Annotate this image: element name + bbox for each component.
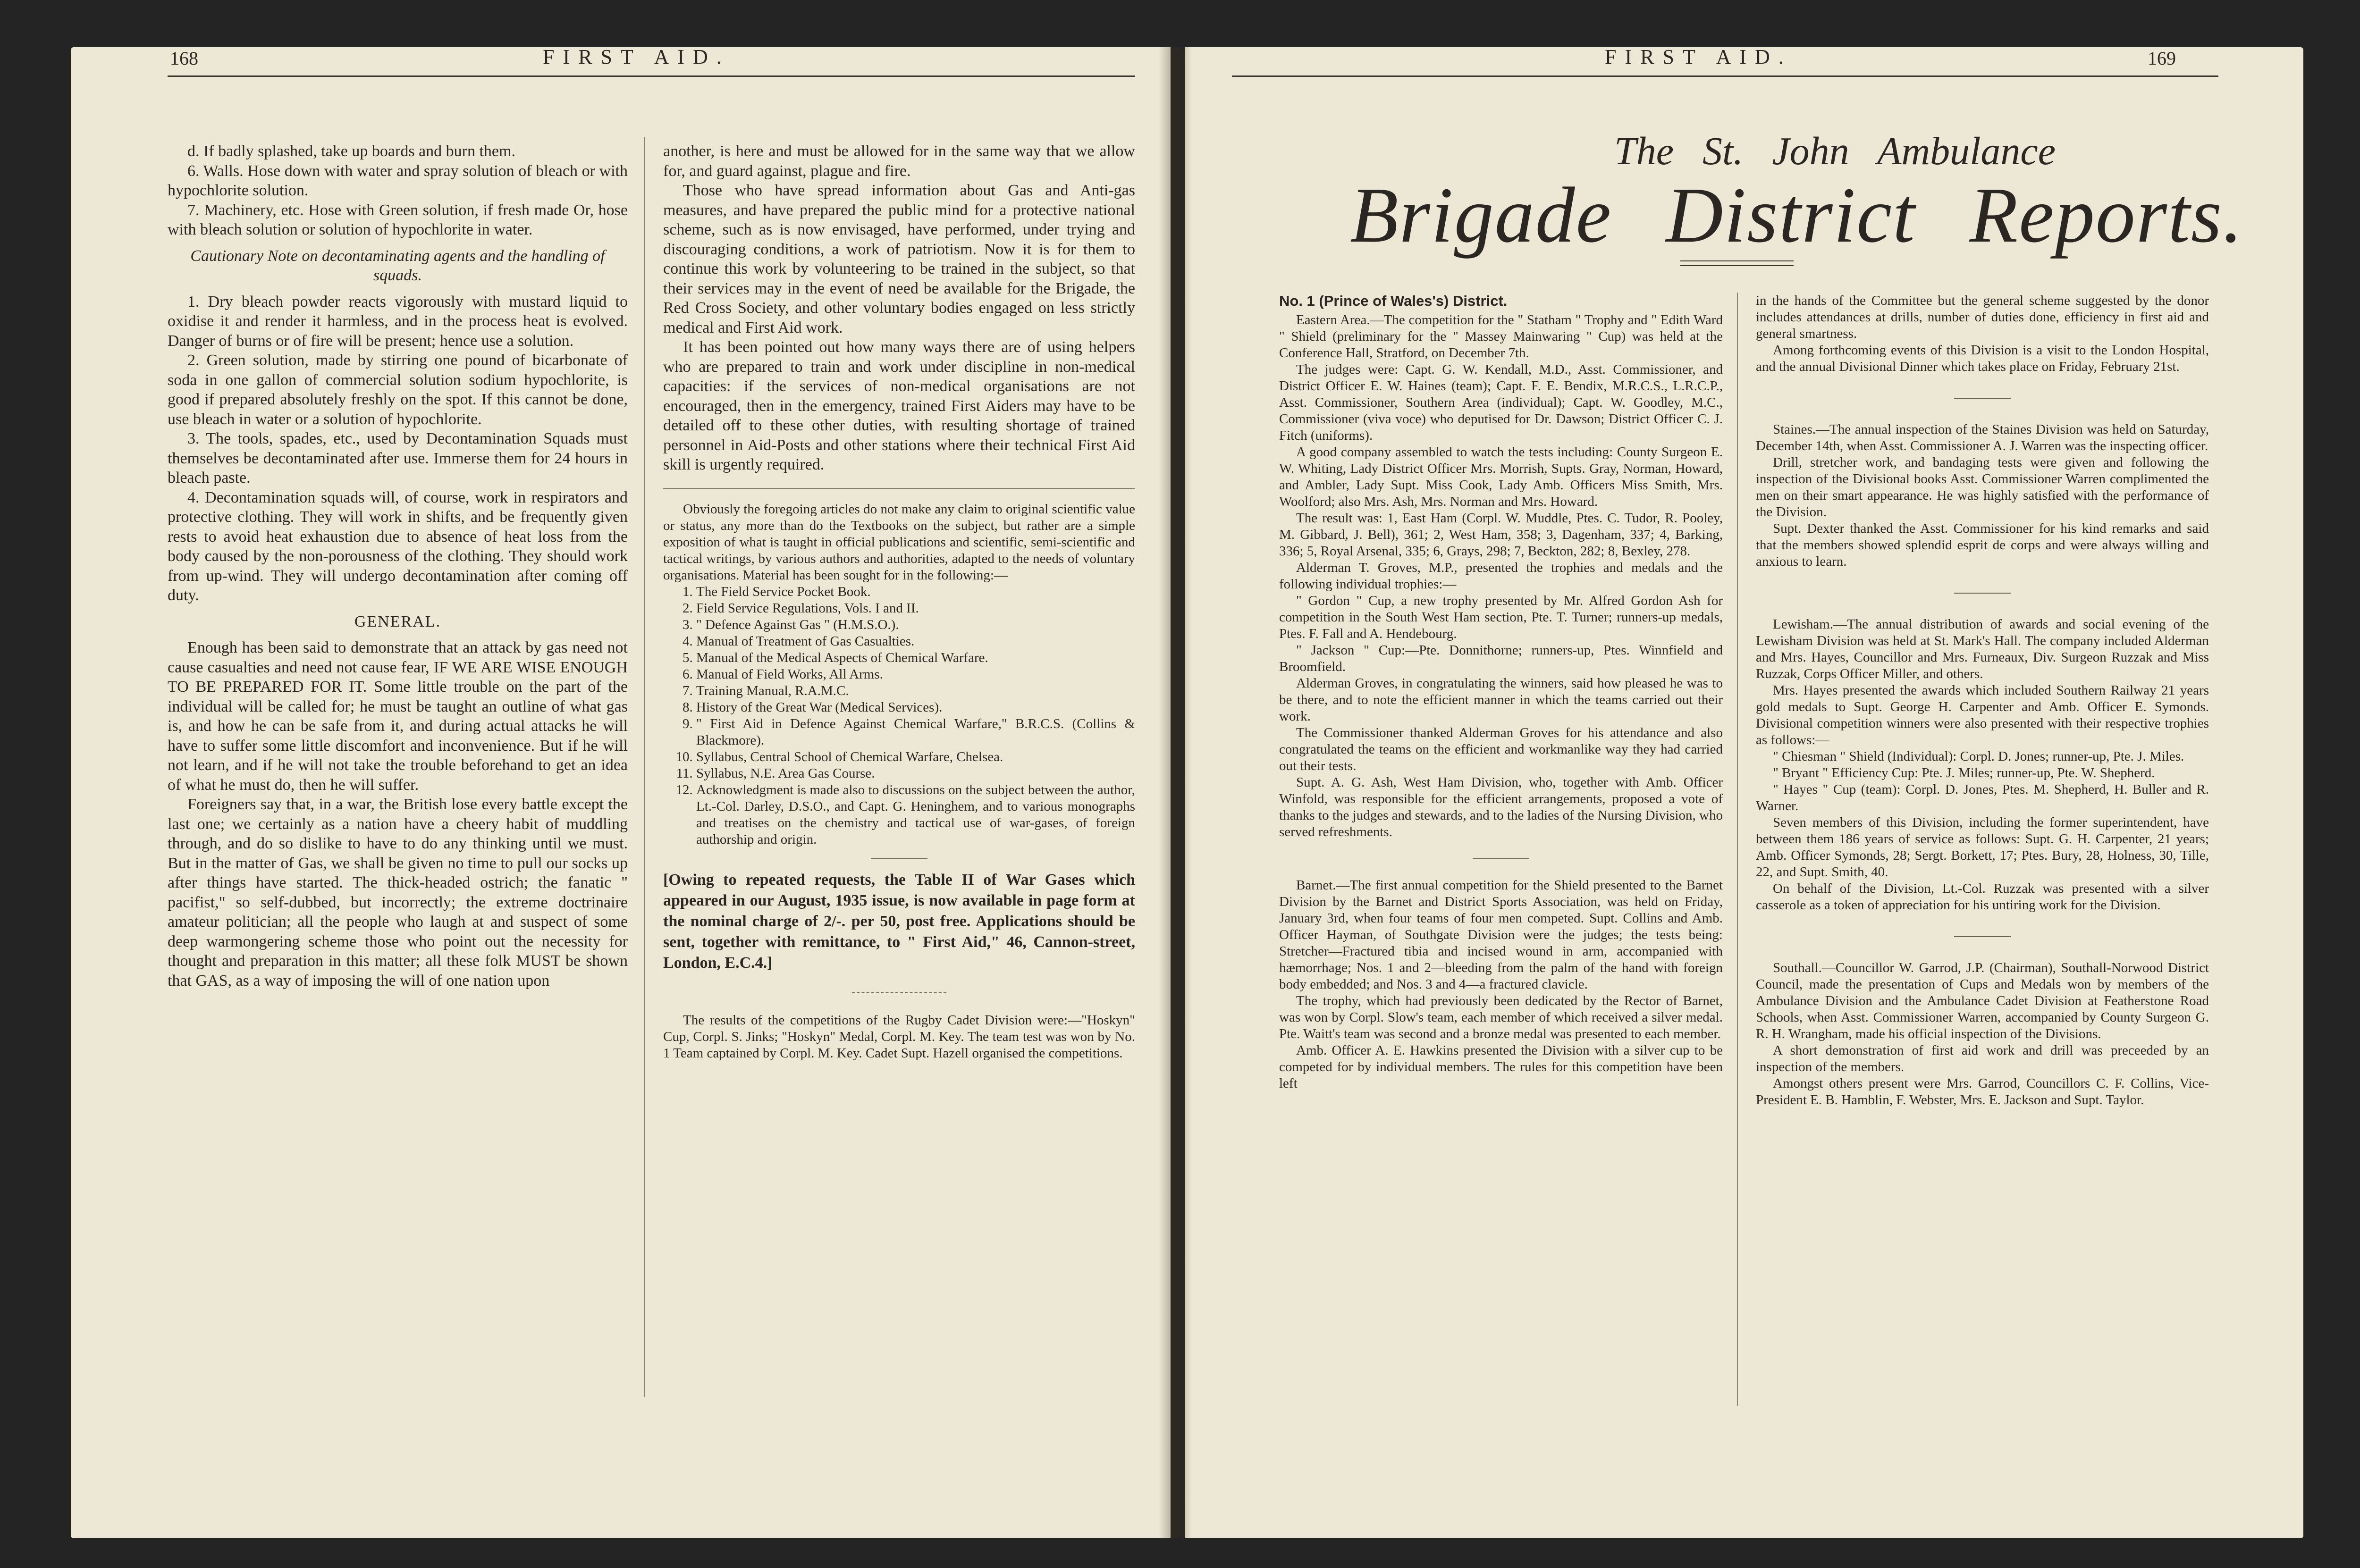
paragraph: Southall.—Councillor W. Garrod, J.P. (Chairman), Southall-Norwood District Council, made the presentation of Cups and Medals won by members of the Ambulance Division and the Ambulance Cadet Division at Featherstone Road Schools, when Asst. Commissioner Warren, accompanied by County Surgeon G. R. H. Wrangham, made his official inspection of the Divisions. <box>1756 960 2209 1041</box>
paragraph: The trophy, which had previously been dedicated by the Rector of Barnet, was won by Corpl. Slow's team, each member of which received a silver medal. Pte. Waitt's team was second and a bronze medal was presented to each member. <box>1279 993 1723 1041</box>
notice: [Owing to repeated requests, the Table II of War Gases which appeared in our August, 1935 issue, is now available in page form at the nominal charge of 2/-. per 50, post free. Applications should be sent, together with remittance, to " First Aid," 46, Cannon-street, London, E.C.4.] <box>663 871 1135 972</box>
divider <box>1954 936 2011 937</box>
paragraph: Supt. A. G. Ash, West Ham Division, who, together with Amb. Officer Winfold, was responsible for the efficient arrangements, proposed a vote of thanks to the judges and stewards, and to the ladies of the Nursing Division, who served refreshments. <box>1279 775 1723 839</box>
right-running-head: FIRST AID. <box>1605 45 1792 68</box>
paragraph: A good company assembled to watch the tests including: County Surgeon E. W. Whiting, Lady District Officer Mrs. Morrish, Supts. Gray, Norman, Howard, and Ambler, Lady Supt. Miss Cook, Lady Amb. Officers Miss Smith, Mrs. Woolford; also Mrs. Ash, Mrs. Norman and Mrs. Howard. <box>1279 444 1723 509</box>
list-item: 9. " First Aid in Defence Against Chemical Warfare," B.R.C.S. (Collins & Blackmore). <box>696 716 1135 749</box>
list-item: 1. The Field Service Pocket Book. <box>696 584 1135 600</box>
list-item: 6. Manual of Field Works, All Arms. <box>696 666 1135 683</box>
list-item: 4. Manual of Treatment of Gas Casualties. <box>696 633 1135 650</box>
divider <box>871 858 927 859</box>
list-item: 11. Syllabus, N.E. Area Gas Course. <box>696 765 1135 782</box>
paragraph: 2. Green solution, made by stirring one pound of bicarbonate of soda in one gallon of commercial solution sodium hypochlorite, is good if prepared absolutely freshly on the spot. If this cannot be done, use bleach in water or a solution of hypochlorite. <box>168 352 628 428</box>
paragraph: in the hands of the Committee but the general scheme suggested by the donor includes attendances at drills, number of duties done, efficiency in first aid and general smartness. <box>1756 293 2209 341</box>
right-page-number: 169 <box>2148 48 2176 69</box>
paragraph: Alderman Groves, in congratulating the winners, said how pleased he was to be there, and to note the efficient manner in which the teams carried out their work. <box>1279 676 1723 724</box>
paragraph: Those who have spread information about Gas and Anti-gas measures, and have prepared the public mind for a protective national scheme, such as is now envisaged, have performed, under trying and discouraging conditions, a work of patriotism. Now it is for them to continue this work by volunteering to be trained in the subject, so that their services may in the event of need be available for the Brigade, the Red Cross Society, and other voluntary bodies engaged on less strictly medical and First Aid work. <box>663 182 1135 336</box>
left-running-head: FIRST AID. <box>543 45 730 68</box>
list-item: 5. Manual of the Medical Aspects of Chemical Warfare. <box>696 650 1135 666</box>
left-header-rule <box>168 75 1135 77</box>
paragraph: On behalf of the Division, Lt.-Col. Ruzzak was presented with a silver casserole as a token of appreciation for his untiring work for the Division. <box>1756 881 2209 913</box>
paragraph: Amb. Officer A. E. Hawkins presented the Division with a silver cup to be competed for by individual members. The rules for this competition have been left <box>1279 1043 1723 1091</box>
paragraph: 4. Decontamination squads will, of course, work in respirators and protective clothing. They will work in shifts, and be frequently given rests to avoid heat exhaustion due to absence of heat loss from the body caused by the non-porousness of the clothing. They should work from up-wind. They will undergo decontamination after coming off duty. <box>168 488 628 604</box>
paragraph: Among forthcoming events of this Division is a visit to the London Hospital, and the annual Divisional Dinner which takes place on Friday, February 21st. <box>1756 343 2209 374</box>
list-item: 8. History of the Great War (Medical Services). <box>696 699 1135 716</box>
divider <box>663 488 1135 489</box>
title-rule <box>1680 260 1794 261</box>
paragraph: " Bryant " Efficiency Cup: Pte. J. Miles; runner-up, Pte. W. Shepherd. <box>1773 765 2155 780</box>
left-column-2 <box>663 142 1135 1062</box>
reference-list <box>663 584 1135 848</box>
left-column-1 <box>168 142 628 990</box>
divider <box>1473 858 1529 859</box>
list-item: 10. Syllabus, Central School of Chemical Warfare, Chelsea. <box>696 749 1135 765</box>
paragraph: d. If badly splashed, take up boards and burn them. <box>187 143 515 160</box>
right-column-2 <box>1756 293 2209 1108</box>
paragraph: The Commissioner thanked Alderman Groves for his attendance and also congratulated the teams on the efficient and workmanlike way they had carried out their tests. <box>1279 725 1723 773</box>
paragraph: Alderman T. Groves, M.P., presented the trophies and medals and the following individual trophies:— <box>1279 560 1723 592</box>
rugby-note: The results of the competitions of the Rugby Cadet Division were:—"Hoskyn" Cup, Corpl. S. Jinks; "Hoskyn" Medal, Corpl. M. Key. The team test was won by No. 1 Team captained by Corpl. M. Key. Cadet Supt. Hazell organised the competitions. <box>663 1012 1135 1061</box>
divider <box>1954 593 2011 594</box>
paragraph: 1. Dry bleach powder reacts vigorously with mustard liquid to oxidise it and render it harmless, and in the process heat is evolved. Danger of burns or of fire will be present; hence use a solution. <box>168 293 628 350</box>
title-rule <box>1680 265 1794 266</box>
paragraph: " Gordon " Cup, a new trophy presented by Mr. Alfred Gordon Ash for competition in the South West Ham section, Pte. T. Turner; runners-up medals, Ptes. F. Fall and A. Hendebourg. <box>1279 593 1723 641</box>
left-page-number: 168 <box>170 48 198 69</box>
paragraph: " Hayes " Cup (team): Corpl. D. Jones, Ptes. M. Shepherd, H. Buller and R. Warner. <box>1756 782 2209 813</box>
divider <box>852 992 946 993</box>
paragraph: It has been pointed out how many ways there are of using helpers who are prepared to train and work under discipline in non-medical capacities: if the services of non-medical organisations are not encouraged, then in the emergency, trained First Aiders may have to be detailed off to these other duties, with resulting shortage of trained personnel in Aid-Posts and other stations where their technical First Aid skill is urgently required. <box>663 338 1135 473</box>
title-line-1: The St. John Ambulance <box>1614 129 2056 173</box>
paragraph: The judges were: Capt. G. W. Kendall, M.D., Asst. Commissioner, and District Officer E. W. Haines (team); Capt. F. E. Bendix, M.R.C.S., L.R.C.P., Asst. Commissioner, Southern Area (individual); Capt. W. Goodley, M.C., Commissioner (viva voce) who deputised for Dr. Dawson; District Officer C. J. Fitch (uniforms). <box>1279 362 1723 443</box>
paragraph: Enough has been said to demonstrate that an attack by gas need not cause casualties and need not cause fear, IF WE ARE WISE ENOUGH TO BE PREPARED FOR IT. Some little trouble on the part of the individual will be called for; he must be taught an outline of what gas is, and how he can be safe from it, and during actual attacks he will have to suffer some little discomfort and inconvenience. But if he will not learn, and if he will not take the trouble beforehand to get an idea of what he must do, then he will suffer. <box>168 639 628 794</box>
paragraph: 3. The tools, spades, etc., used by Decontamination Squads must themselves be decontaminated after use. Immerse them for 24 hours in bleach paste. <box>168 430 628 486</box>
book-gutter <box>1159 47 1192 1538</box>
divider <box>1954 398 2011 399</box>
paragraph: 6. Walls. Hose down with water and spray solution of bleach or with hypochlorite solution. <box>168 162 628 199</box>
paragraph: Supt. Dexter thanked the Asst. Commissioner for his kind remarks and said that the members showed splendid esprit de corps and were always willing and anxious to learn. <box>1756 521 2209 569</box>
list-item: 7. Training Manual, R.A.M.C. <box>696 683 1135 699</box>
paragraph: Barnet.—The first annual competition for the Shield presented to the Barnet Division by the Barnet and District Sports Association, was held on Friday, January 3rd, when four teams of four men competed. Supt. Collins and Amb. Officer Hayman, of Southgate Division were the judges; the tests being: Stretcher—Fractured tibia and incised wound in arm, accompanied with hæmorrhage; Nos. 1 and 2—bleeding from the palm of the hand with foreign body embedded; and Nos. 3 and 4—a fractured clavicle. <box>1279 878 1723 992</box>
paragraph: Eastern Area.—The competition for the " Statham " Trophy and " Edith Ward " Shield (preliminary for the " Massey Mainwaring " Cup) was held at the Conference Hall, Stratford, on December 7th. <box>1279 312 1723 361</box>
paragraph: The result was: 1, East Ham (Corpl. W. Muddle, Ptes. C. Tudor, R. Pooley, M. Gibbard, J. Bell), 361; 2, West Ham, 358; 3, Dagenham, 337; 4, Barking, 336; 5, Royal Arsenal, 335; 6, Grays, 298; 7, Beckton, 282; 8, Bexley, 278. <box>1279 511 1723 559</box>
district-heading: No. 1 (Prince of Wales's) District. <box>1279 293 1508 309</box>
paragraph: Amongst others present were Mrs. Garrod, Councillors C. F. Collins, Vice-President E. B. Hamblin, F. Webster, Mrs. E. Jackson and Supt. Taylor. <box>1756 1076 2209 1107</box>
title-line-2: Brigade District Reports. <box>1350 171 2244 259</box>
paragraph: Foreigners say that, in a war, the British lose every battle except the last one; we certainly as a nation have a cheery habit of muddling through, and do so dislike to have to do any thinking until we must. But in the matter of Gas, we shall be given no time to pull our socks up after things have started. The thick-headed ostrich; the fanatic " pacifist," so self-dubbed, but incorrectly; the extreme doctrinaire amateur politician; all the people who laugh at and suspect of some deep warmongering scheme those who point out the necessity for thought and preparation in this matter; all these folk MUST be shown that GAS, as a way of imposing the will of one nation upon <box>168 796 628 989</box>
paragraph: Mrs. Hayes presented the awards which included Southern Railway 21 years gold medals to Supt. George H. Carpenter and Amb. Officer E. Symonds. Divisional competition winners were also presented with their respective trophies as follows:— <box>1756 683 2209 747</box>
notes-intro: Obviously the foregoing articles do not make any claim to original scientific value or status, any more than do the Textbooks on the subject, but rather are a simple exposition of what is taught in official publications and scientific, semi-scientific and tactical writings, by various authors and authorities, adapted to the needs of voluntary organisations. Material has been sought for in the following:— <box>663 501 1135 583</box>
section-heading: Cautionary Note on decontaminating agents and the handling of squads. <box>190 247 605 284</box>
right-column-1 <box>1279 293 1723 1092</box>
column-divider <box>1737 293 1738 1406</box>
list-item: 12. Acknowledgment is made also to discussions on the subject between the author, Lt.-Col. Darley, D.S.O., and Capt. G. Heninghem, and to various monographs and treatises on the chemistry and tactical use of war-gases, of foreign authorship and origin. <box>696 782 1135 848</box>
paragraph: Drill, stretcher work, and bandaging tests were given and following the inspection of the Divisional books Asst. Commissioner Warren complimented the men on their smart appearance. He was highly satisfied with the performance of the Division. <box>1756 455 2209 520</box>
paragraph: Seven members of this Division, including the former superintendent, have between them 186 years of service as follows: Supt. G. H. Carpenter, 21 years; Amb. Officer Symonds, 28; Sergt. Borkett, 17; Ptes. Bury, 28, Holness, 30, Tille, 22, and Supt. Smith, 40. <box>1756 815 2209 880</box>
right-header-rule <box>1232 75 2218 77</box>
paragraph: " Chiesman " Shield (Individual): Corpl. D. Jones; runner-up, Pte. J. Miles. <box>1773 749 2184 764</box>
paragraph: Staines.—The annual inspection of the Staines Division was held on Saturday, December 14th, when Asst. Commissioner A. J. Warren was the inspecting officer. <box>1756 422 2209 453</box>
paragraph: Lewisham.—The annual distribution of awards and social evening of the Lewisham Division was held at St. Mark's Hall. The company included Alderman and Mrs. Hayes, Councillor and Mrs. Furneaux, Div. Surgeon Ruzzak and Miss Ruzzak, Corps Officer Miller, and others. <box>1756 617 2209 681</box>
paragraph: 7. Machinery, etc. Hose with Green solution, if fresh made Or, hose with bleach solution or solution of hypochlorite in water. <box>168 201 628 238</box>
paragraph: A short demonstration of first aid work and drill was preceeded by an inspection of the members. <box>1756 1043 2209 1074</box>
column-divider <box>644 137 645 1397</box>
list-item: 3. " Defence Against Gas " (H.M.S.O.). <box>696 617 1135 633</box>
paragraph: another, is here and must be allowed for in the same way that we allow for, and guard against, plague and fire. <box>663 143 1135 180</box>
section-heading: GENERAL. <box>354 612 441 630</box>
list-item: 2. Field Service Regulations, Vols. I and II. <box>696 600 1135 617</box>
paragraph: " Jackson " Cup:—Pte. Donnithorne; runners-up, Ptes. Winnfield and Broomfield. <box>1279 643 1723 674</box>
